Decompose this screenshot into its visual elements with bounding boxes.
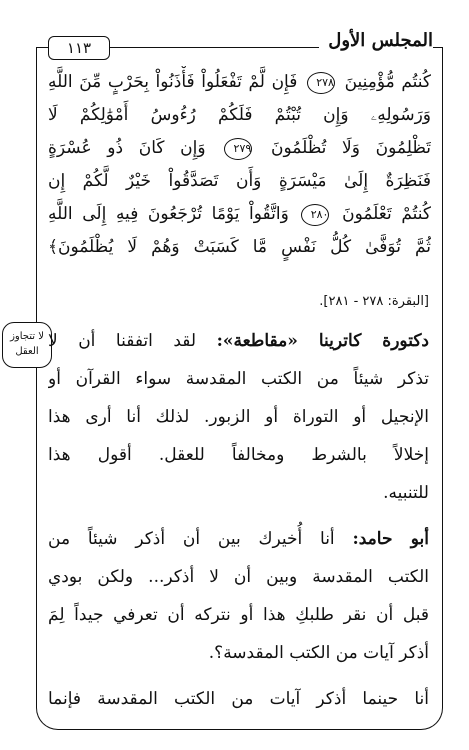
paragraph-line: تذكر شيئاً من الكتب المقدسة سواء القرآن أو bbox=[48, 369, 429, 389]
paragraph-line: للتنبيه. bbox=[383, 483, 429, 503]
quran-passage bbox=[48, 66, 431, 264]
speaker-name: أبو حامد: bbox=[352, 529, 429, 549]
quran-line: كُنتُم مُّؤْمِنِينَ ٢٧٨ فَإِن لَّمْ تَفْعَلُواْ فَأْذَنُواْ بِحَرْبٍ مِّنَ اللَّهِ bbox=[48, 72, 431, 92]
paragraph-line: الكتب المقدسة وبين أن لا أذكر... ولكن بودي bbox=[48, 567, 429, 587]
quran-citation: [البقرة: ٢٧٨ - ٢٨١]. bbox=[319, 294, 429, 309]
verse-number-mark: ٢٨٠ bbox=[301, 204, 329, 226]
page-title: المجلس الأول bbox=[328, 30, 433, 51]
margin-note: لا تتجاوز العقل bbox=[2, 322, 52, 368]
verse-number-mark: ٢٧٩ bbox=[224, 138, 252, 160]
paragraph-line: أنا حينما أذكر آيات من الكتب المقدسة فإنما bbox=[48, 689, 429, 709]
quran-line: ثُمَّ تُوَفَّىٰ كُلُّ نَفْسٍ مَّا كَسَبَتْ وَهُمْ لَا يُظْلَمُونَ﴾ bbox=[48, 237, 431, 257]
speaker-name: دكتورة كاترينا «مقاطعة»: bbox=[216, 331, 429, 351]
quran-line: فَنَظِرَةٌ إِلَىٰ مَيْسَرَةٍ وَأَن تَصَدَّقُواْ خَيْرٌ لَّكُمْ إِن bbox=[48, 171, 431, 191]
page-number: ١١٣ bbox=[48, 36, 110, 60]
paragraph-line: دكتورة كاترينا «مقاطعة»: لقد اتفقنا أن لا bbox=[48, 331, 429, 351]
paragraph-line: أذكر آيات من الكتب المقدسة؟. bbox=[208, 643, 429, 663]
paragraph-line: أبو حامد: أنا أُخيرك بين أن أذكر شيئاً من bbox=[48, 529, 429, 549]
paragraph-line: إخلالاً بالشرط ومخالفاً للعقل. أقول هذا bbox=[48, 445, 429, 465]
quran-line: تَظْلِمُونَ وَلَا تُظْلَمُونَ ٢٧٩ وَإِن كَانَ ذُو عُسْرَةٍ bbox=[48, 138, 431, 158]
body-text bbox=[48, 322, 429, 718]
paragraph-line: قبل أن نقر طلبكِ هذا أو نتركه أن تعرفي جيداً لِمَ bbox=[48, 605, 429, 625]
quran-line: كُنتُمْ تَعْلَمُونَ ٢٨٠ وَاتَّقُواْ يَوْمًا تُرْجَعُونَ فِيهِ إِلَى اللَّهِ bbox=[48, 204, 431, 224]
paragraph-line: الإنجيل أو التوراة أو الزبور. لذلك أنا أرى هذا bbox=[48, 407, 429, 427]
quran-line: وَرَسُولِهِۦ وَإِن تُبْتُمْ فَلَكُمْ رُءُوسُ أَمْوَٰلِكُمْ لَا bbox=[48, 105, 431, 125]
verse-number-mark: ٢٧٨ bbox=[307, 72, 335, 94]
